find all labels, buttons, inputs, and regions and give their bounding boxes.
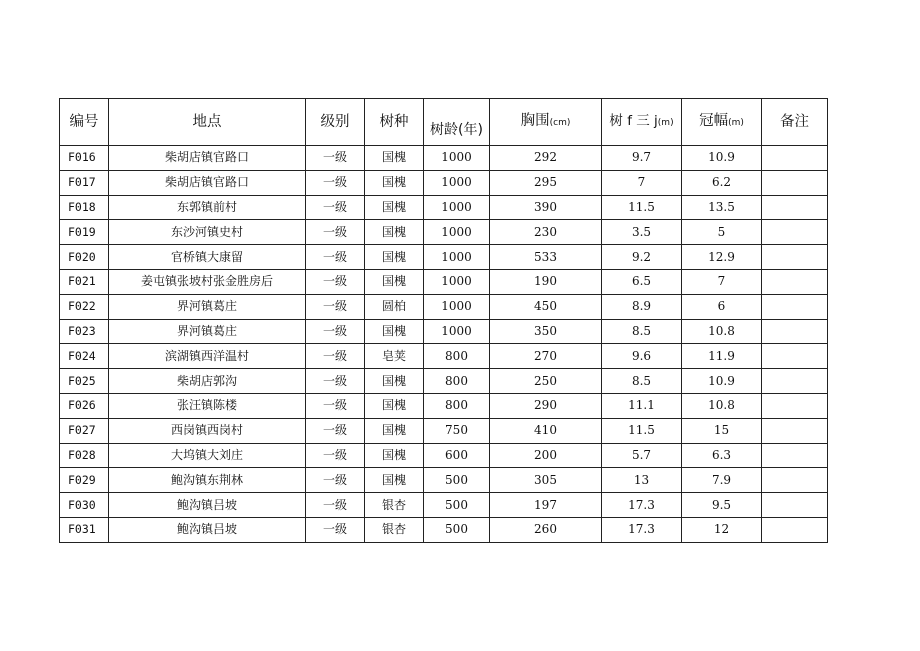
cell-id: F024 — [60, 344, 109, 369]
cell-species: 国槐 — [365, 418, 424, 443]
cell-age: 500 — [424, 468, 490, 493]
cell-height: 3.5 — [602, 220, 682, 245]
cell-level: 一级 — [306, 269, 365, 294]
table-row — [60, 344, 828, 369]
cell-height: 8.5 — [602, 369, 682, 394]
header-height-unit: (m) — [657, 117, 674, 128]
cell-level: 一级 — [306, 344, 365, 369]
header-age: 树龄(年) — [424, 99, 490, 146]
cell-level: 一级 — [306, 393, 365, 418]
header-id: 编号 — [60, 99, 109, 146]
table-row — [60, 319, 828, 344]
cell-notes — [762, 170, 828, 195]
cell-id: F020 — [60, 245, 109, 270]
cell-location: 西岗镇西岗村 — [109, 418, 306, 443]
cell-notes — [762, 493, 828, 518]
cell-height: 9.6 — [602, 344, 682, 369]
cell-location: 柴胡店郭沟 — [109, 369, 306, 394]
ancient-trees-table — [59, 98, 828, 543]
cell-id: F018 — [60, 195, 109, 220]
cell-notes — [762, 319, 828, 344]
cell-id: F030 — [60, 493, 109, 518]
cell-age: 800 — [424, 369, 490, 394]
cell-id: F031 — [60, 517, 109, 542]
cell-age: 800 — [424, 344, 490, 369]
cell-girth: 292 — [490, 146, 602, 171]
cell-species: 国槐 — [365, 269, 424, 294]
table-row — [60, 443, 828, 468]
cell-notes — [762, 369, 828, 394]
cell-species: 圆柏 — [365, 294, 424, 319]
cell-height: 17.3 — [602, 493, 682, 518]
cell-girth: 197 — [490, 493, 602, 518]
cell-level: 一级 — [306, 468, 365, 493]
cell-species: 国槐 — [365, 319, 424, 344]
cell-crown: 5 — [682, 220, 762, 245]
cell-level: 一级 — [306, 170, 365, 195]
cell-notes — [762, 195, 828, 220]
cell-notes — [762, 517, 828, 542]
cell-height: 11.1 — [602, 393, 682, 418]
cell-notes — [762, 146, 828, 171]
header-notes: 备注 — [762, 99, 828, 146]
cell-age: 1000 — [424, 220, 490, 245]
cell-level: 一级 — [306, 517, 365, 542]
cell-crown: 13.5 — [682, 195, 762, 220]
cell-girth: 410 — [490, 418, 602, 443]
cell-location: 鲍沟镇吕坡 — [109, 517, 306, 542]
cell-id: F027 — [60, 418, 109, 443]
cell-location: 界河镇葛庄 — [109, 319, 306, 344]
cell-age: 1000 — [424, 195, 490, 220]
header-location: 地点 — [109, 99, 306, 146]
cell-location: 滨湖镇西洋温村 — [109, 344, 306, 369]
table-row — [60, 245, 828, 270]
cell-height: 11.5 — [602, 195, 682, 220]
cell-girth: 190 — [490, 269, 602, 294]
cell-age: 1000 — [424, 245, 490, 270]
cell-species: 国槐 — [365, 195, 424, 220]
header-height — [602, 99, 682, 146]
cell-notes — [762, 269, 828, 294]
cell-girth: 295 — [490, 170, 602, 195]
cell-notes — [762, 294, 828, 319]
cell-location: 张汪镇陈楼 — [109, 393, 306, 418]
cell-species: 国槐 — [365, 146, 424, 171]
cell-crown: 9.5 — [682, 493, 762, 518]
cell-location: 界河镇葛庄 — [109, 294, 306, 319]
cell-level: 一级 — [306, 146, 365, 171]
header-crown-label: 冠幅 — [699, 112, 729, 129]
cell-id: F016 — [60, 146, 109, 171]
table-row — [60, 517, 828, 542]
table-row — [60, 393, 828, 418]
cell-location: 柴胡店镇官路口 — [109, 146, 306, 171]
cell-id: F022 — [60, 294, 109, 319]
cell-girth: 270 — [490, 344, 602, 369]
cell-notes — [762, 393, 828, 418]
cell-species: 皂荚 — [365, 344, 424, 369]
cell-crown: 6.2 — [682, 170, 762, 195]
cell-level: 一级 — [306, 294, 365, 319]
cell-crown: 12 — [682, 517, 762, 542]
cell-crown: 10.9 — [682, 369, 762, 394]
cell-level: 一级 — [306, 220, 365, 245]
cell-level: 一级 — [306, 418, 365, 443]
cell-notes — [762, 220, 828, 245]
cell-age: 750 — [424, 418, 490, 443]
header-species: 树种 — [365, 99, 424, 146]
table-row — [60, 468, 828, 493]
cell-age: 800 — [424, 393, 490, 418]
cell-girth: 450 — [490, 294, 602, 319]
table-row — [60, 418, 828, 443]
cell-crown: 6 — [682, 294, 762, 319]
cell-id: F025 — [60, 369, 109, 394]
table-row — [60, 369, 828, 394]
cell-crown: 10.8 — [682, 319, 762, 344]
cell-girth: 390 — [490, 195, 602, 220]
cell-age: 1000 — [424, 294, 490, 319]
cell-level: 一级 — [306, 245, 365, 270]
header-row — [60, 99, 828, 146]
cell-id: F017 — [60, 170, 109, 195]
cell-girth: 260 — [490, 517, 602, 542]
cell-girth: 200 — [490, 443, 602, 468]
cell-species: 银杏 — [365, 493, 424, 518]
cell-location: 大坞镇大刘庄 — [109, 443, 306, 468]
table-header — [60, 99, 828, 146]
cell-girth: 350 — [490, 319, 602, 344]
cell-girth: 533 — [490, 245, 602, 270]
cell-crown: 12.9 — [682, 245, 762, 270]
cell-species: 国槐 — [365, 393, 424, 418]
cell-id: F028 — [60, 443, 109, 468]
cell-crown: 10.9 — [682, 146, 762, 171]
table-row — [60, 294, 828, 319]
cell-notes — [762, 418, 828, 443]
cell-level: 一级 — [306, 319, 365, 344]
cell-notes — [762, 443, 828, 468]
cell-height: 8.5 — [602, 319, 682, 344]
header-girth-label: 胸围 — [520, 112, 550, 129]
header-girth — [490, 99, 602, 146]
cell-crown: 11.9 — [682, 344, 762, 369]
cell-notes — [762, 344, 828, 369]
cell-age: 500 — [424, 517, 490, 542]
cell-girth: 230 — [490, 220, 602, 245]
table-row — [60, 195, 828, 220]
cell-species: 银杏 — [365, 517, 424, 542]
table-row — [60, 220, 828, 245]
cell-age: 1000 — [424, 146, 490, 171]
cell-height: 17.3 — [602, 517, 682, 542]
cell-species: 国槐 — [365, 443, 424, 468]
cell-location: 东沙河镇史村 — [109, 220, 306, 245]
cell-crown: 7.9 — [682, 468, 762, 493]
cell-girth: 305 — [490, 468, 602, 493]
cell-girth: 250 — [490, 369, 602, 394]
cell-height: 5.7 — [602, 443, 682, 468]
cell-id: F026 — [60, 393, 109, 418]
cell-crown: 10.8 — [682, 393, 762, 418]
cell-species: 国槐 — [365, 220, 424, 245]
cell-height: 13 — [602, 468, 682, 493]
cell-height: 9.2 — [602, 245, 682, 270]
table-row — [60, 146, 828, 171]
cell-id: F021 — [60, 269, 109, 294]
table-row — [60, 493, 828, 518]
cell-height: 9.7 — [602, 146, 682, 171]
cell-notes — [762, 468, 828, 493]
table-body — [60, 146, 828, 543]
cell-age: 1000 — [424, 269, 490, 294]
cell-location: 官桥镇大康留 — [109, 245, 306, 270]
cell-level: 一级 — [306, 443, 365, 468]
cell-level: 一级 — [306, 493, 365, 518]
cell-age: 500 — [424, 493, 490, 518]
cell-species: 国槐 — [365, 170, 424, 195]
cell-id: F019 — [60, 220, 109, 245]
cell-id: F023 — [60, 319, 109, 344]
table-row — [60, 170, 828, 195]
cell-species: 国槐 — [365, 369, 424, 394]
cell-height: 6.5 — [602, 269, 682, 294]
cell-location: 柴胡店镇官路口 — [109, 170, 306, 195]
cell-notes — [762, 245, 828, 270]
header-height-label: 树 f 三 j — [609, 112, 658, 129]
cell-location: 鲍沟镇吕坡 — [109, 493, 306, 518]
cell-crown: 15 — [682, 418, 762, 443]
header-level: 级别 — [306, 99, 365, 146]
cell-height: 8.9 — [602, 294, 682, 319]
cell-age: 600 — [424, 443, 490, 468]
cell-girth: 290 — [490, 393, 602, 418]
cell-age: 1000 — [424, 170, 490, 195]
cell-species: 国槐 — [365, 245, 424, 270]
cell-species: 国槐 — [365, 468, 424, 493]
header-crown-unit: (m) — [728, 117, 744, 128]
cell-crown: 7 — [682, 269, 762, 294]
cell-location: 鲍沟镇东荆林 — [109, 468, 306, 493]
header-crown — [682, 99, 762, 146]
cell-location: 东郭镇前村 — [109, 195, 306, 220]
cell-crown: 6.3 — [682, 443, 762, 468]
cell-level: 一级 — [306, 195, 365, 220]
cell-id: F029 — [60, 468, 109, 493]
cell-level: 一级 — [306, 369, 365, 394]
header-girth-unit: (cm) — [549, 117, 571, 128]
cell-height: 7 — [602, 170, 682, 195]
cell-location: 姜屯镇张坡村张金胜房后 — [109, 269, 306, 294]
cell-age: 1000 — [424, 319, 490, 344]
cell-height: 11.5 — [602, 418, 682, 443]
table-row — [60, 269, 828, 294]
